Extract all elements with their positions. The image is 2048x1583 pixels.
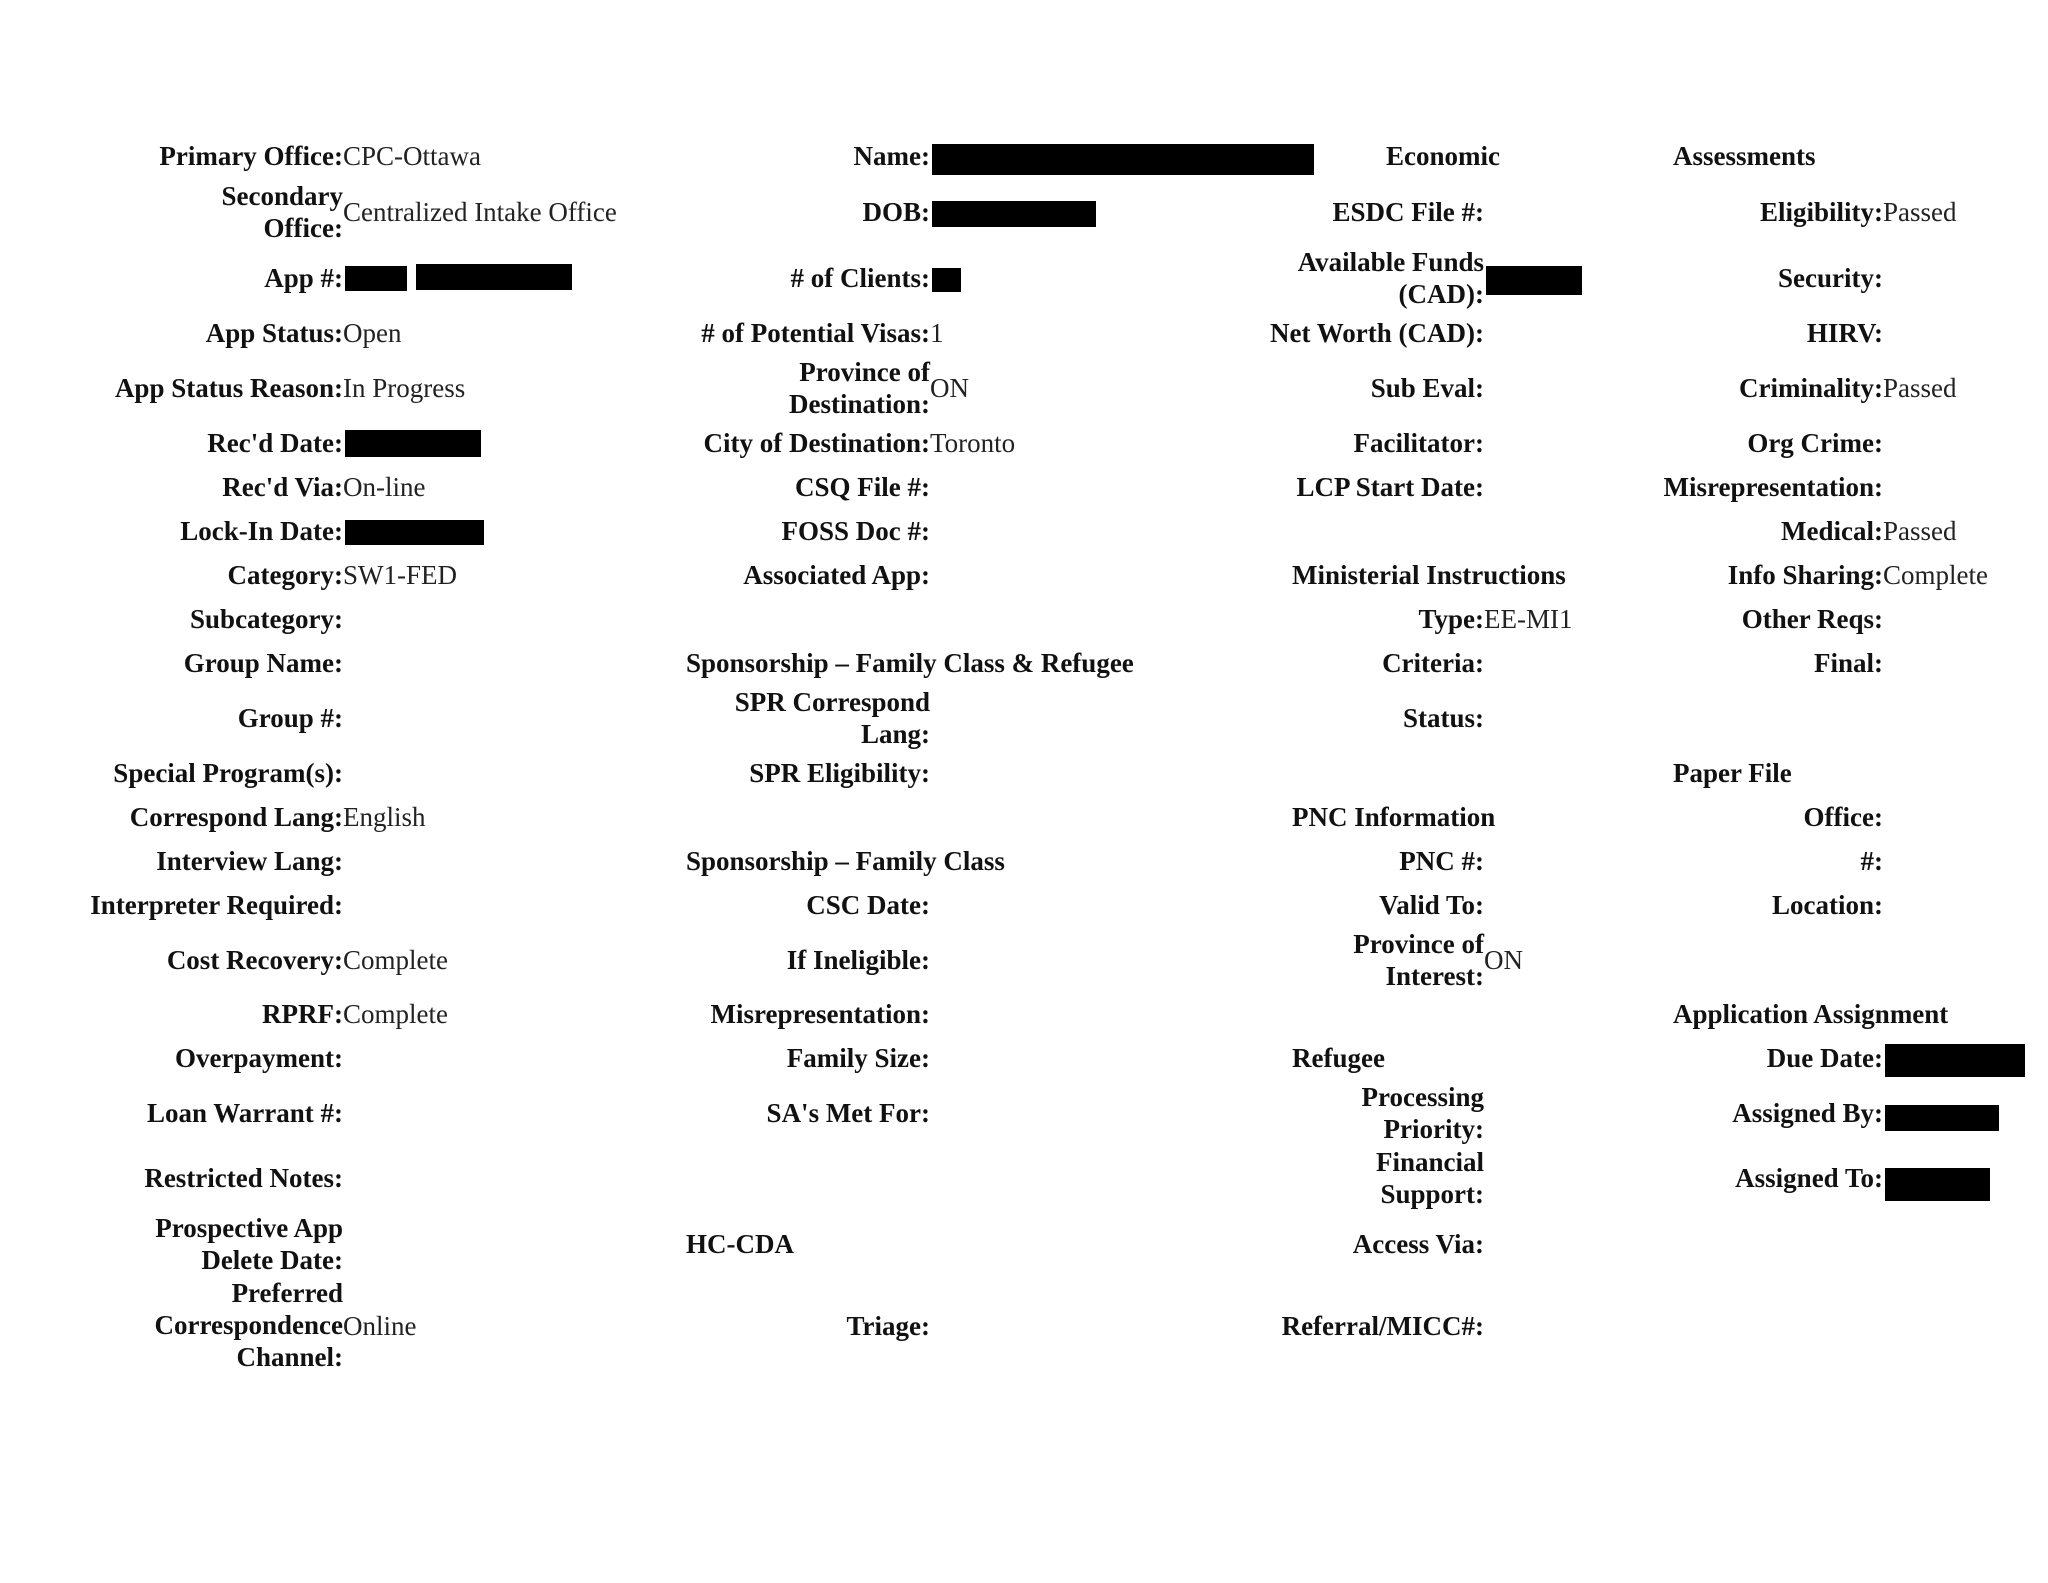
field-value-rprf: Complete	[343, 999, 448, 1029]
field-label-foss-doc: FOSS Doc #:	[781, 516, 930, 546]
field-label-type: Type:	[1418, 604, 1484, 634]
field-label-sub-eval: Sub Eval:	[1370, 373, 1484, 403]
section-header-sponsorship-fc: Sponsorship – Family Class	[686, 846, 1005, 876]
field-label-misrepresentation-col4: Misrepresentation:	[1663, 472, 1883, 502]
field-label-app-number: App #:	[264, 263, 343, 293]
field-label-misrepresentation-col2: Misrepresentation:	[710, 999, 930, 1029]
field-label-if-ineligible: If Ineligible:	[786, 945, 930, 975]
field-label-recd-via: Rec'd Via:	[222, 472, 343, 502]
field-label-potential-visas: # of Potential Visas:	[701, 318, 930, 348]
field-value-cost-recovery: Complete	[343, 945, 448, 975]
field-label-app-status: App Status:	[205, 318, 343, 348]
field-label-security: Security:	[1778, 263, 1883, 293]
field-label-csq-file: CSQ File #:	[795, 472, 930, 502]
section-header-hc-cda: HC-CDA	[686, 1229, 794, 1259]
field-label-access-via: Access Via:	[1352, 1229, 1484, 1259]
field-label-financial-support: Financial Support:	[1375, 1147, 1484, 1209]
field-label-subcategory: Subcategory:	[190, 604, 343, 634]
field-label-special-programs: Special Program(s):	[113, 758, 343, 788]
field-value-city-destination: Toronto	[930, 428, 1016, 458]
section-header-ministerial-instructions: Ministerial Instructions	[1292, 560, 1566, 590]
redacted-assigned-by	[1885, 1105, 1999, 1131]
field-label-status: Status:	[1402, 703, 1484, 733]
redacted-assigned-to	[1885, 1168, 1990, 1201]
field-label-org-crime: Org Crime:	[1747, 428, 1883, 458]
field-label-lock-in-date: Lock-In Date:	[180, 516, 343, 546]
field-label-eligibility: Eligibility:	[1759, 197, 1883, 227]
field-label-secondary-office: Secondary Office:	[221, 181, 343, 243]
field-label-valid-to: Valid To:	[1379, 890, 1484, 920]
section-header-sponsorship-fc-refugee: Sponsorship – Family Class & Refugee	[686, 648, 1134, 678]
field-label-criminality: Criminality:	[1739, 373, 1883, 403]
redacted-app-number-part2	[416, 264, 572, 290]
redacted-recd-date	[345, 430, 481, 457]
field-label-overpayment: Overpayment:	[175, 1043, 343, 1073]
field-label-medical: Medical:	[1781, 516, 1883, 546]
field-label-associated-app: Associated App:	[743, 560, 930, 590]
field-label-restricted-notes: Restricted Notes:	[144, 1163, 343, 1193]
field-label-info-sharing: Info Sharing:	[1727, 560, 1883, 590]
field-value-potential-visas: 1	[930, 318, 944, 348]
redacted-available-funds	[1486, 266, 1582, 295]
field-value-recd-via: On-line	[343, 472, 426, 502]
field-label-sas-met-for: SA's Met For:	[766, 1098, 930, 1128]
field-label-other-reqs: Other Reqs:	[1741, 604, 1883, 634]
field-label-esdc-file: ESDC File #:	[1332, 197, 1484, 227]
section-header-assessments: Assessments	[1673, 141, 1816, 171]
field-label-spr-eligibility: SPR Eligibility:	[749, 758, 930, 788]
field-label-pnc-number: PNC #:	[1399, 846, 1484, 876]
field-label-cost-recovery: Cost Recovery:	[166, 945, 343, 975]
field-label-assigned-to: Assigned To:	[1735, 1163, 1883, 1193]
field-value-secondary-office: Centralized Intake Office	[343, 197, 617, 227]
field-value-type: EE-MI1	[1484, 604, 1573, 634]
field-label-triage: Triage:	[846, 1311, 930, 1341]
field-label-net-worth: Net Worth (CAD):	[1270, 318, 1484, 348]
redacted-num-clients	[932, 268, 961, 292]
field-label-interview-lang: Interview Lang:	[156, 846, 343, 876]
field-label-primary-office: Primary Office:	[159, 141, 343, 171]
field-label-group-name: Group Name:	[183, 648, 343, 678]
field-label-location: Location:	[1772, 890, 1883, 920]
field-label-group-number: Group #:	[237, 703, 343, 733]
redacted-dob	[932, 201, 1096, 227]
section-header-economic: Economic	[1386, 141, 1500, 171]
field-label-num-clients: # of Clients:	[790, 263, 930, 293]
field-value-category: SW1-FED	[343, 560, 457, 590]
field-value-preferred-correspondence-channel: Online	[343, 1311, 417, 1341]
field-value-medical: Passed	[1883, 516, 1957, 546]
field-label-loan-warrant: Loan Warrant #:	[146, 1098, 343, 1128]
field-value-correspond-lang: English	[343, 802, 426, 832]
field-value-province-destination: ON	[930, 373, 969, 403]
field-label-assigned-by: Assigned By:	[1732, 1098, 1883, 1128]
field-label-hirv: HIRV:	[1806, 318, 1883, 348]
field-value-province-of-interest: ON	[1484, 945, 1523, 975]
field-label-correspond-lang: Correspond Lang:	[129, 802, 343, 832]
section-header-refugee: Refugee	[1292, 1043, 1385, 1073]
field-value-eligibility: Passed	[1883, 197, 1957, 227]
field-label-app-status-reason: App Status Reason:	[114, 373, 343, 403]
field-label-criteria: Criteria:	[1382, 648, 1484, 678]
redacted-lock-in-date	[345, 520, 484, 545]
field-label-recd-date: Rec'd Date:	[207, 428, 343, 458]
field-label-office: Office:	[1803, 802, 1883, 832]
redacted-name	[932, 144, 1314, 175]
field-label-name: Name:	[853, 141, 930, 171]
field-value-app-status: Open	[343, 318, 402, 348]
field-label-preferred-correspondence-channel: Preferred Correspondence Channel:	[154, 1278, 343, 1372]
field-label-available-funds: Available Funds (CAD):	[1297, 247, 1484, 309]
field-value-primary-office: CPC-Ottawa	[343, 141, 481, 171]
redacted-app-number-part1	[345, 266, 407, 291]
field-label-family-size: Family Size:	[786, 1043, 930, 1073]
field-value-criminality: Passed	[1883, 373, 1957, 403]
field-label-referral-micc: Referral/MICC#:	[1281, 1311, 1484, 1341]
field-label-paper-file-number: #:	[1860, 846, 1883, 876]
field-value-info-sharing: Complete	[1883, 560, 1988, 590]
field-label-csc-date: CSC Date:	[806, 890, 930, 920]
field-label-lcp-start-date: LCP Start Date:	[1296, 472, 1484, 502]
field-label-spr-correspond-lang: SPR Correspond Lang:	[734, 687, 930, 749]
field-label-prospective-app-delete-date: Prospective App Delete Date:	[155, 1213, 343, 1275]
field-label-processing-priority: Processing Priority:	[1361, 1082, 1484, 1144]
field-label-rprf: RPRF:	[262, 999, 343, 1029]
field-label-dob: DOB:	[862, 197, 930, 227]
field-label-due-date: Due Date:	[1766, 1043, 1883, 1073]
field-label-interpreter-required: Interpreter Required:	[90, 890, 343, 920]
field-label-final: Final:	[1813, 648, 1883, 678]
section-header-paper-file: Paper File	[1673, 758, 1792, 788]
field-value-app-status-reason: In Progress	[343, 373, 466, 403]
section-header-application-assignment: Application Assignment	[1673, 999, 1949, 1029]
redacted-due-date	[1885, 1044, 2025, 1077]
field-label-province-of-interest: Province of Interest:	[1353, 929, 1484, 991]
field-label-category: Category:	[227, 560, 343, 590]
field-label-facilitator: Facilitator:	[1353, 428, 1484, 458]
section-header-pnc-information: PNC Information	[1292, 802, 1496, 832]
field-label-city-destination: City of Destination:	[703, 428, 930, 458]
field-label-province-destination: Province of Destination:	[789, 357, 930, 419]
